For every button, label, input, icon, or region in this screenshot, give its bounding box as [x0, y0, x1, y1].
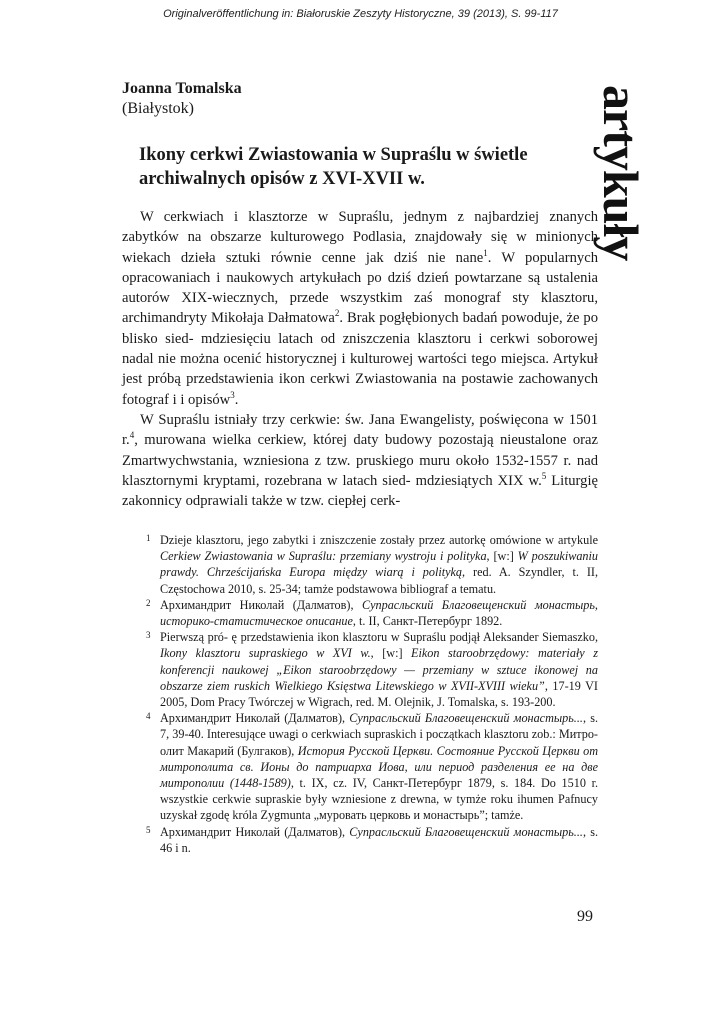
italic-text: Eikon staroobrzędowy: materiały z konferencji naukowej „Eikon staroobrzędowy — przemiany w sztuce ikonowej na obszarze ziem ruskich Wielkiego Księstwa Litewskiego w XVII-XVIII wieku”: [160, 646, 598, 693]
paragraph: W Supraślu istniały trzy cerkwie: św. Jana Ewangelisty, poświęcona w 1501 r.$^4$, murowana wielka cerkiew, której daty budowy pozostają nieustalone oraz Zmartwychwstania, wzniesiona z tzw. pruskiego muru około 1532-1557 r. nad klasztornymi kryptami, rozebrana w latach sied- mdziesiątych XIX w.$^5$ Liturgię zakonnicy odprawiali także w tzw. ciepłej cerk-: [122, 411, 598, 510]
footnote-text: Pierwszą pró- ę przedstawienia ikon klasztoru w Supraślu podjął Aleksander Siemaszko, Ikony klasztoru supraskiego w XVI w., [w:] Eikon staroobrzędowy: materiały z konferencji naukowej „Eikon staroobrzędowy — przemiany w sztuce ikonowej na obszarze ziem ruskich Wielkiego Księstwa Litewskiego w XVII-XVIII wieku”, 17-19 VI 2005, Dom Pracy Twórczej w Wigrach, red. M. Olejnik, J. Tomalska, s. 193-200.: [160, 630, 598, 710]
footnote-number: 3: [146, 630, 151, 641]
footnotes: [122, 532, 598, 856]
footnote-number: 5: [146, 824, 151, 835]
footnote: [122, 629, 598, 710]
footnote-ref: 3: [230, 389, 235, 400]
footnote-number: 2: [146, 597, 151, 608]
footnote-text: Архимандрит Николай (Далматов), Супрасльский Благовещенский монастырь, историко-статистическое описание, t. II, Санкт-Петербург 1892.: [160, 597, 598, 629]
paragraph: W cerkwiach i klasztorze w Supraślu, jednym z najbardziej znanych zabytków na obszarze kulturowego Podlasia, znajdowały się w minionych wiekach dzieła sztuki równie cenne jak dziś nie nane$^1$. W popularnych opracowaniach i naukowych artykułach po dziś dzień powtarzane są ustalenia autorów XIX-wiecznych, przede wszystkim zaś monograf sty klasztoru, archimandryty Mikołaja Dałmatowa$^2$. Brak pogłębionych badań powoduje, że po blisko sied- mdziesięciu latach od zniszczenia klasztoru i cerkwi soborowej nadal nie można ocenić historycznej i kulturowej wartości tego miejsca. Artykuł jest próbą przedstawienia ikon cerkwi Zwiastowania na postawie zachowanych fotograf i i opisów$^3$.: [122, 209, 598, 408]
italic-text: Супрасльский Благовещенский монастырь...: [349, 824, 583, 839]
footnote: [122, 532, 598, 597]
italic-text: Cerkiew Zwiastowania w Supraślu: przemiany wystroju i polityka: [160, 549, 487, 564]
italic-text: W poszukiwaniu prawdy. Chrześcijańska Europa między wiarą i polityką: [160, 549, 598, 580]
footnote-ref: 5: [541, 471, 547, 481]
source-header: Originalveröffentlichung in: Białoruskie Zeszyty Historyczne, 39 (2013), S. 99-117: [163, 8, 558, 20]
footnote: [122, 710, 598, 823]
author-block: [122, 79, 242, 119]
author-affiliation: (Białystok): [122, 100, 194, 117]
article-title: Ikony cerkwi Zwiastowania w Supraślu w świetle archiwalnych opisów z XVI-XVII w.: [139, 145, 528, 189]
footnote-ref: 2: [334, 308, 340, 319]
footnote-ref: 1: [483, 247, 488, 258]
footnote: [122, 824, 598, 856]
footnote-number: 1: [146, 533, 151, 543]
footnote: [122, 597, 598, 629]
footnote-text: Dzieje klasztoru, jego zabytki i zniszczenie zostały przez autorkę omówione w artykule Cerkiew Zwiastowania w Supraślu: przemiany wystroju i polityka, [w:] W poszukiwaniu prawdy. Chrześcijańska Europa między wiarą i polityką, red. A. Szyndler, t. II, Częstochowa 2010, s. 25-34; tamże podstawowa bibliograf a tematu.: [160, 533, 598, 596]
section-label: artykuły: [593, 85, 649, 261]
footnote-text: Архимандрит Николай (Далматов), Супрасльский Благовещенский монастырь..., s. 46 i n.: [160, 824, 598, 855]
footnote-number: 4: [146, 711, 151, 722]
page-number: 99: [577, 908, 593, 925]
italic-text: Ikony klasztoru supraskiego w XVI w.: [160, 646, 371, 661]
italic-text: Супрасльский Благовещенский монастырь...: [349, 711, 583, 726]
article-body: [122, 207, 598, 511]
author-name: Joanna Tomalska: [122, 80, 242, 97]
italic-text: История Русской Церкви. Состояние Русской Церкви от митрополита св. Ионы до патриарха Иова, или период разделения ее на две митрополии (1448-1589): [160, 743, 599, 791]
italic-text: Супрасльский Благовещенский монастырь, историко-статистическое описание: [160, 597, 598, 629]
footnote-text: Архимандрит Николай (Далматов), Супрасльский Благовещенский монастырь..., s. 7, 39-40. Interesujące uwagi o cerkwiach supraskich i początkach klasztoru zob.: Митро- олит Макарий (Булгаков), История Русской Церкви. Состояние Русской Церкви от митрополита св. Ионы до патриарха Иова, или период разделения ее на две митрополии (1448-1589), t. IX, cz. IV, Санкт-Петербург 1879, s. 184. Do 1510 r. wszystkie cerkwie supraskie były wzniesione z drewna, w tymże roku ihumen Pafnucy uzyskał zgodę króla Zygmunta „муровать церковь и монастырь”; tamże.: [160, 711, 599, 823]
footnote-ref: 4: [129, 430, 135, 441]
